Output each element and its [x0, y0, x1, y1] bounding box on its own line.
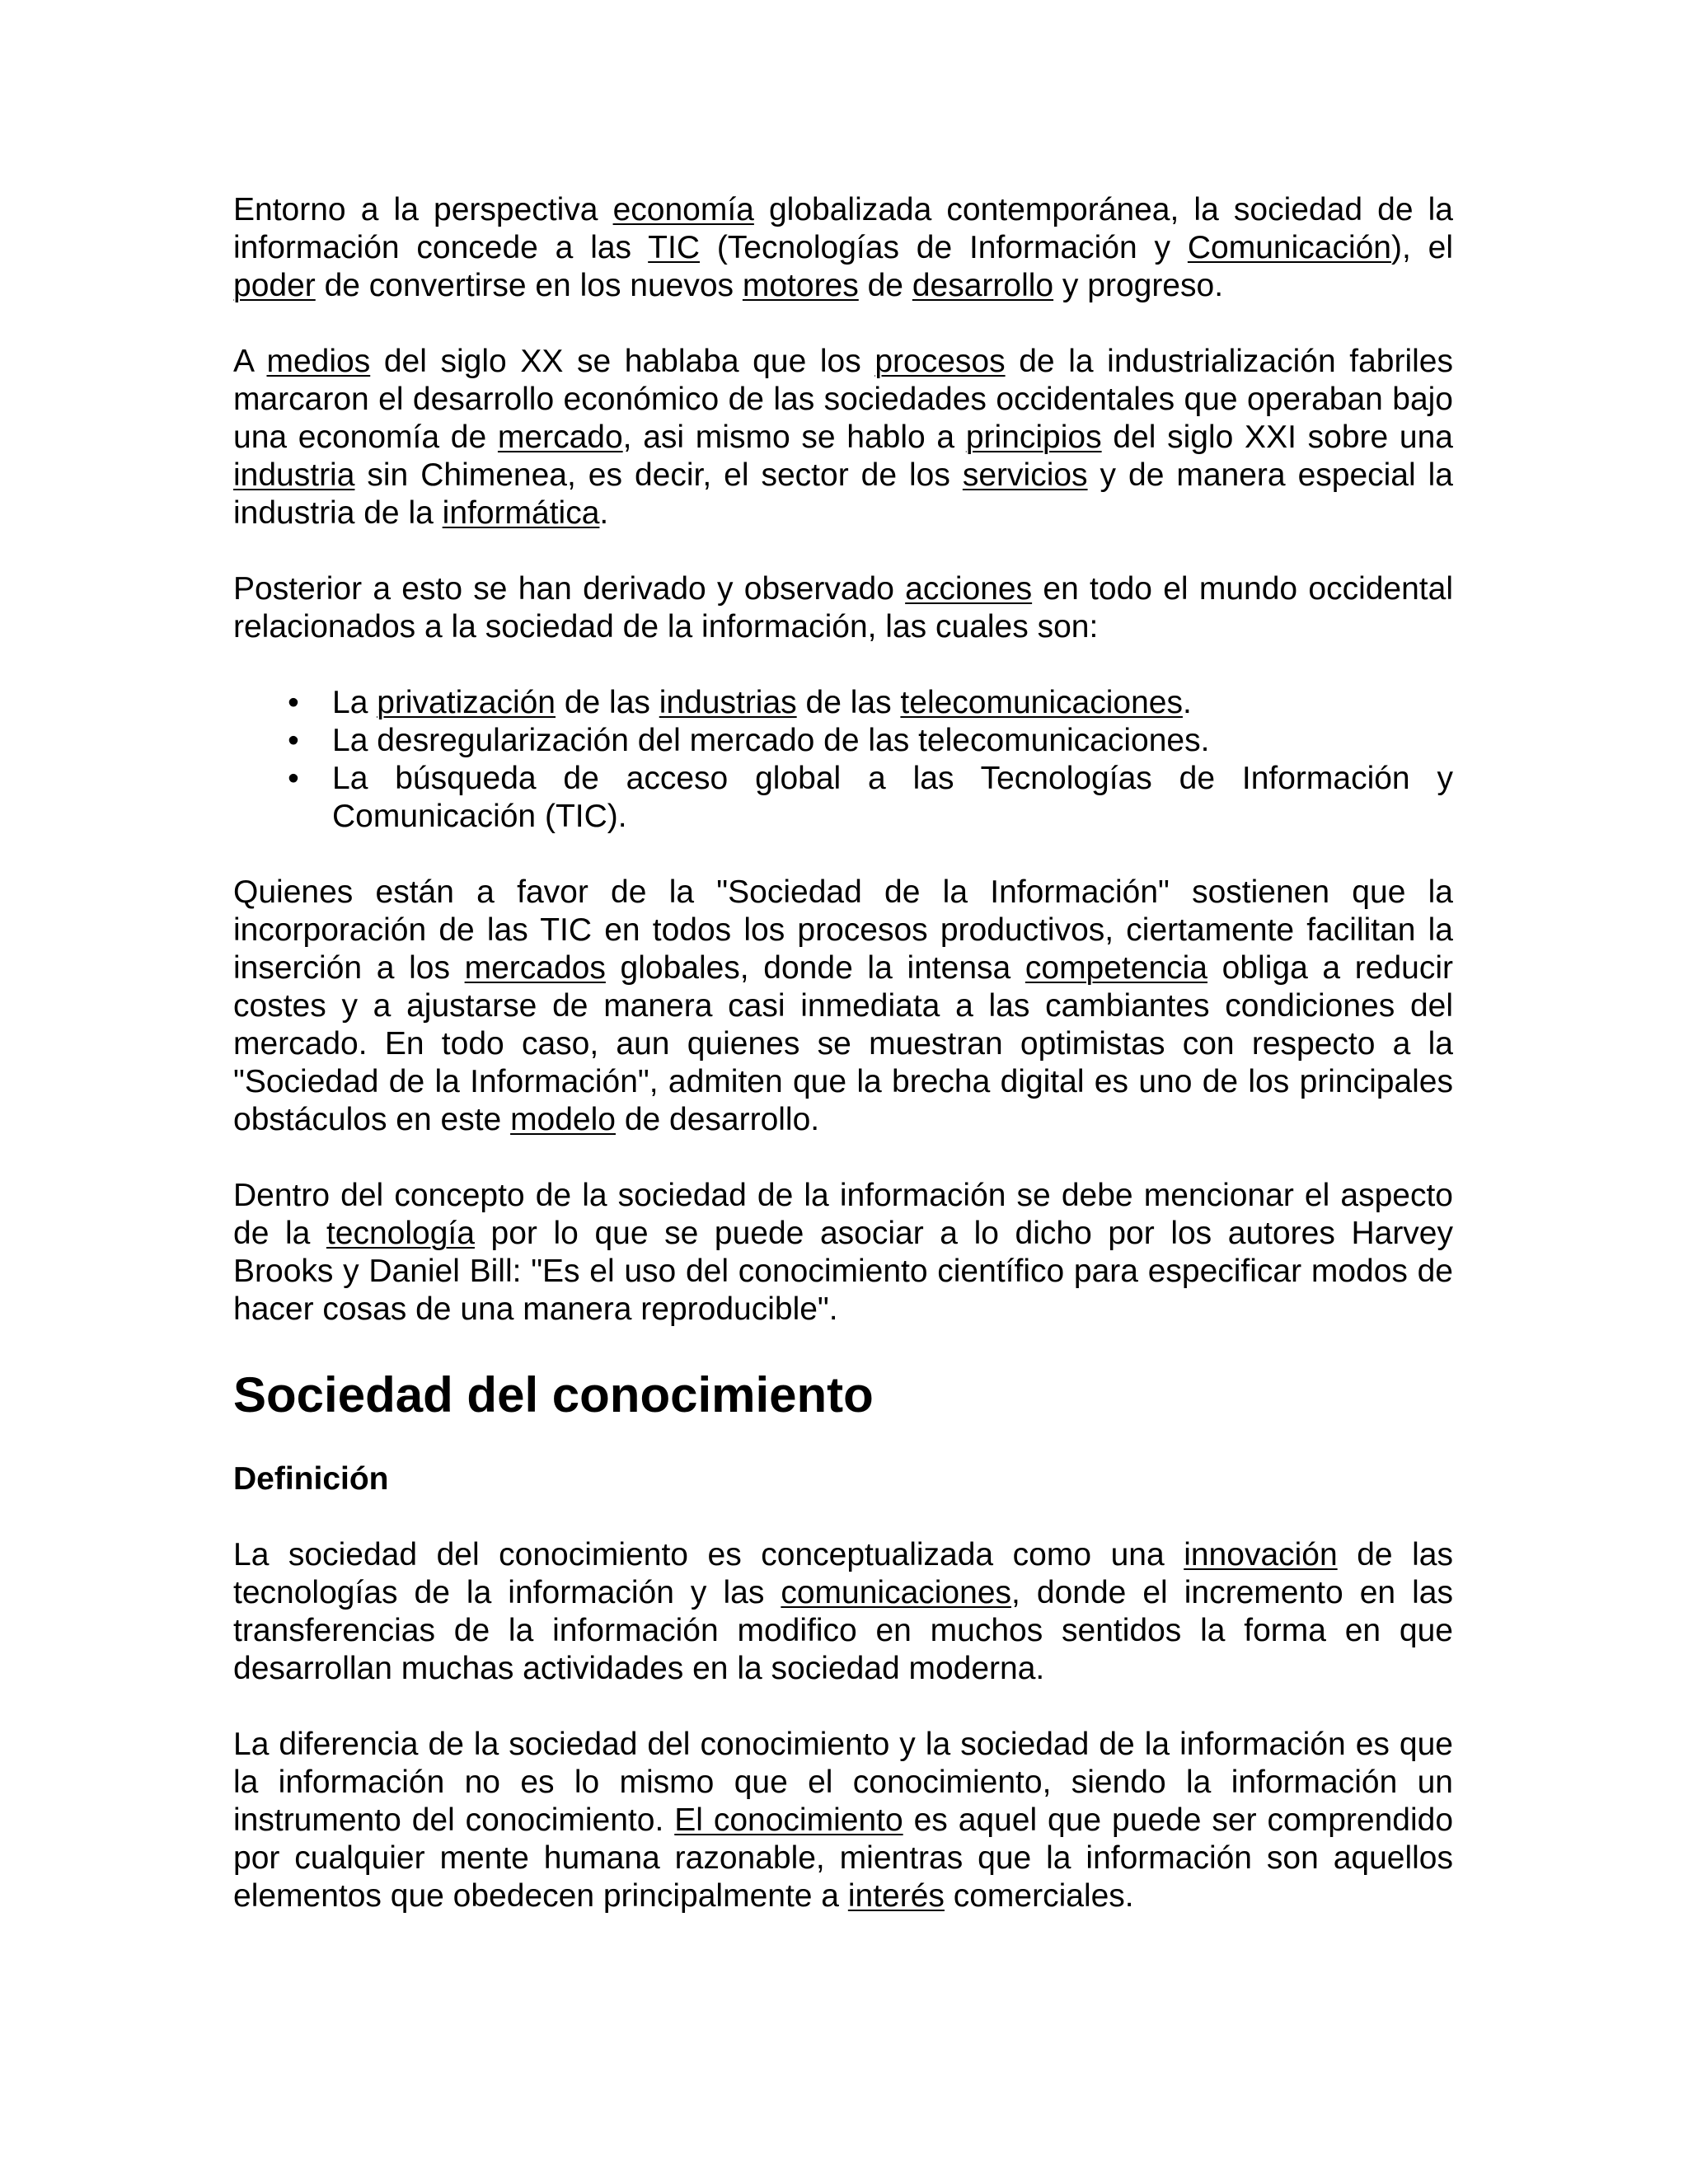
document-page	[233, 191, 1453, 1915]
paragraph-2	[233, 343, 1453, 532]
text: La diferencia de la sociedad del conocimiento y la sociedad de la información es que la información no es lo mismo que el conocimiento, siendo la información un instrumento del conocimiento.	[233, 1727, 1453, 1838]
link-interes[interactable]: interés	[847, 1878, 945, 1914]
link-desarrollo[interactable]: desarrollo	[912, 268, 1054, 303]
list-item	[233, 760, 1453, 836]
link-procesos[interactable]: procesos	[874, 344, 1006, 379]
text: y progreso.	[1053, 268, 1224, 303]
link-servicios[interactable]: servicios	[962, 457, 1088, 493]
link-tecnologia[interactable]: tecnología	[326, 1216, 475, 1251]
paragraph-4	[233, 874, 1453, 1139]
link-industrias[interactable]: industrias	[659, 685, 797, 720]
bullet-icon: •	[288, 723, 299, 758]
text: en todo el mundo occidental relacionados a la sociedad de la información, las cuales son:	[233, 571, 1453, 644]
text: de la industrialización fabriles marcaron el desarrollo económico de las sociedades occidentales que operaban bajo una economía de	[233, 344, 1453, 455]
list-item	[233, 684, 1453, 722]
paragraph-7	[233, 1726, 1453, 1915]
link-informatica[interactable]: informática	[442, 495, 600, 531]
link-comunicacion[interactable]: Comunicación	[1187, 230, 1391, 265]
text: de	[858, 268, 912, 303]
text: por lo que se puede asociar a lo dicho por los autores Harvey Brooks y Daniel Bill: "Es el uso del conocimiento científico para especificar modos de hacer cosas de una manera reproducible".	[233, 1216, 1453, 1327]
text: La sociedad del conocimiento es conceptualizada como una	[233, 1537, 1184, 1572]
paragraph-6	[233, 1536, 1453, 1688]
text: es aquel que puede ser comprendido por cualquier mente humana razonable, mientras que la información son aquellos elementos que obedecen principalmente a	[233, 1802, 1454, 1914]
text: globalizada contemporánea, la sociedad de la información concede a las	[233, 192, 1453, 265]
text: La desregularización del mercado de las telecomunicaciones.	[332, 723, 1210, 758]
text: y de manera especial la industria de la	[233, 457, 1453, 531]
text: de desarrollo.	[615, 1102, 820, 1137]
link-mercado[interactable]: mercado	[497, 419, 623, 455]
link-motores[interactable]: motores	[742, 268, 859, 303]
link-comunicaciones[interactable]: comunicaciones	[781, 1575, 1012, 1610]
text: Dentro del concepto de la sociedad de la información se debe mencionar el aspecto de la	[233, 1178, 1453, 1251]
link-economia[interactable]: economía	[612, 192, 754, 227]
text: .	[1182, 685, 1192, 720]
text: de las	[556, 685, 659, 720]
text: Posterior a esto se han derivado y observado	[233, 571, 906, 607]
link-tic[interactable]: TIC	[648, 230, 700, 265]
link-industria[interactable]: industria	[233, 457, 355, 493]
list-item	[233, 722, 1453, 760]
text: , asi mismo se hablo a	[622, 419, 966, 455]
link-principios[interactable]: principios	[965, 419, 1102, 455]
paragraph-1	[233, 191, 1453, 305]
text: Entorno a la perspectiva	[233, 192, 613, 227]
text: Quienes están a favor de la "Sociedad de la Información" sostienen que la incorporación de las TIC en todos los procesos productivos, ciertamente facilitan la inserción a los	[233, 874, 1453, 986]
text: del siglo XXI sobre una	[1101, 419, 1453, 455]
paragraph-5	[233, 1177, 1453, 1329]
link-acciones[interactable]: acciones	[905, 571, 1033, 607]
text: La búsqueda de acceso global a las Tecnologías de Información y Comunicación (TIC).	[332, 761, 1453, 834]
bullet-icon: •	[288, 685, 299, 720]
bullet-icon: •	[288, 761, 299, 796]
link-el-conocimiento[interactable]: El conocimiento	[674, 1802, 903, 1838]
text: (Tecnologías de Información y	[700, 230, 1188, 265]
text: , donde el incremento en las transferencias de la información modifico en muchos sentidos la forma en que desarrollan muchas actividades en la sociedad moderna.	[233, 1575, 1453, 1686]
link-medios[interactable]: medios	[266, 344, 371, 379]
link-privatizacion[interactable]: privatización	[377, 685, 556, 720]
link-telecomunicaciones[interactable]: telecomunicaciones	[900, 685, 1183, 720]
link-modelo[interactable]: modelo	[510, 1102, 616, 1137]
text: de convertirse en los nuevos	[315, 268, 743, 303]
text: comerciales.	[944, 1878, 1134, 1914]
text: .	[599, 495, 609, 531]
text: de las tecnologías de la información y las	[233, 1537, 1453, 1610]
text: A	[233, 344, 267, 379]
link-poder[interactable]: poder	[233, 268, 316, 303]
text: sin Chimenea, es decir, el sector de los	[354, 457, 963, 493]
link-mercados[interactable]: mercados	[464, 950, 606, 986]
text: obliga a reducir costes y a ajustarse de manera casi inmediata a las cambiantes condiciones del mercado. En todo caso, aun quienes se muestran optimistas con respecto a la "Sociedad de la Información", admiten que la brecha digital es uno de los principales obstáculos en este	[233, 950, 1453, 1137]
section-heading: Sociedad del conocimiento	[233, 1367, 874, 1422]
subsection-heading: Definición	[233, 1461, 389, 1497]
text: La	[332, 685, 377, 720]
paragraph-3	[233, 570, 1453, 646]
link-competencia[interactable]: competencia	[1025, 950, 1208, 986]
text: globales, donde la intensa	[605, 950, 1025, 986]
text: de las	[796, 685, 901, 720]
link-innovacion[interactable]: innovación	[1184, 1537, 1338, 1572]
text: ), el	[1391, 230, 1453, 265]
bullet-list	[233, 684, 1453, 836]
text: del siglo XX se hablaba que los	[370, 344, 875, 379]
